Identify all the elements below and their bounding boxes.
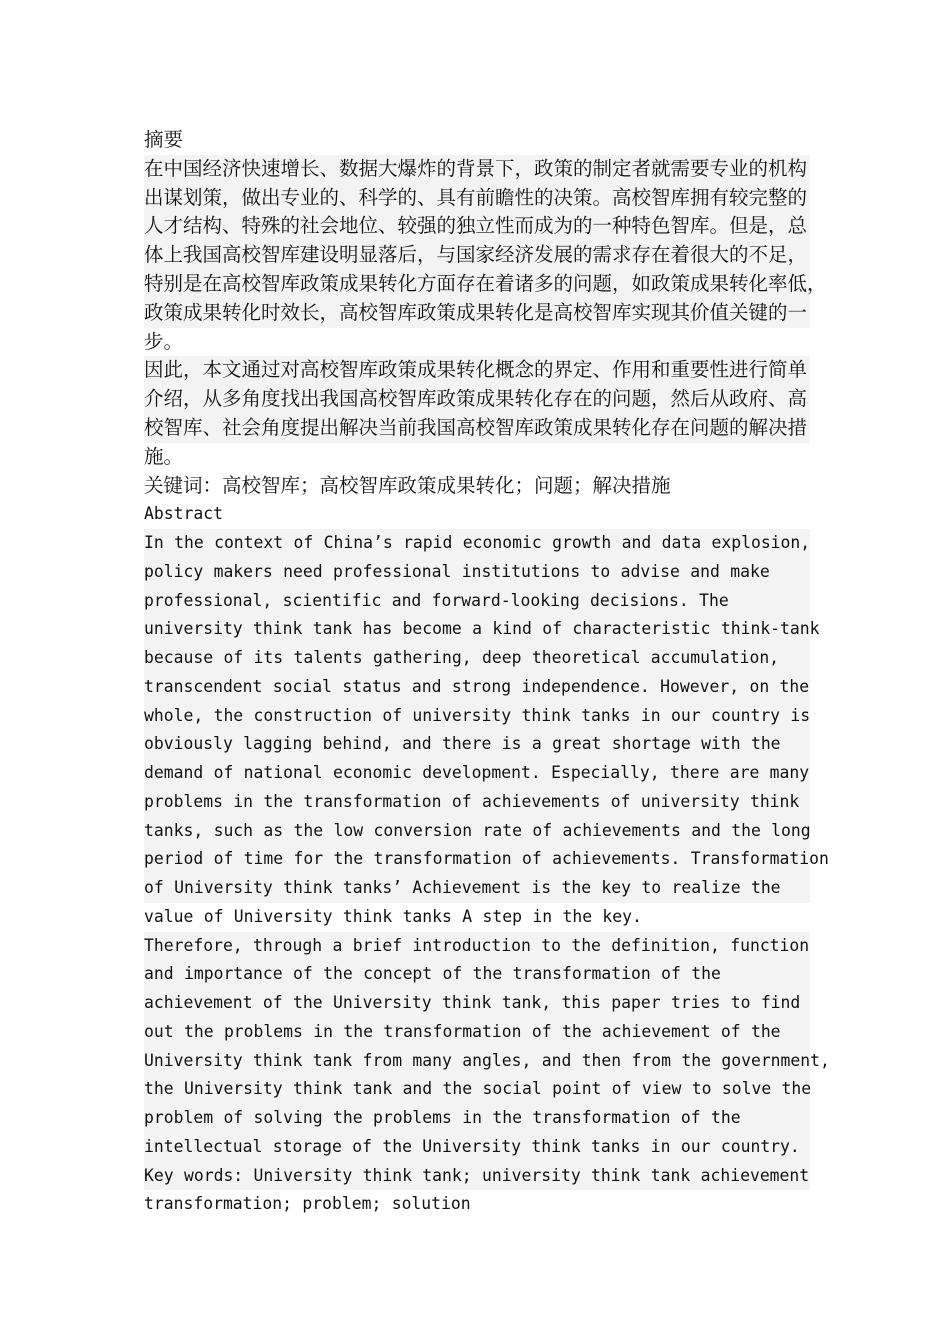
text-line: 体上我国高校智库建设明显落后，与国家经济发展的需求存在着很大的不足， <box>144 241 810 270</box>
text-line: 步。 <box>144 329 184 353</box>
chinese-abstract-paragraph-1 <box>144 155 827 357</box>
text-line: 介绍，从多角度找出我国高校智库政策成果转化存在的问题，然后从政府、高 <box>144 385 810 414</box>
text-line: value of University think tanks A step in the key. <box>144 906 642 926</box>
text-line: 政策成果转化时效长，高校智库政策成果转化是高校智库实现其价值关键的一 <box>144 299 810 328</box>
chinese-abstract <box>144 126 827 500</box>
english-abstract-heading <box>144 500 810 529</box>
text-line: because of its talents gathering, deep theoretical accumulation, <box>144 644 810 673</box>
text-line: 因此，本文通过对高校智库政策成果转化概念的界定、作用和重要性进行简单 <box>144 356 810 385</box>
text-line: obviously lagging behind, and there is a great shortage with the <box>144 730 810 759</box>
text-line: 在中国经济快速增长、数据大爆炸的背景下，政策的制定者就需要专业的机构 <box>144 155 810 184</box>
text-line: 校智库、社会角度提出解决当前我国高校智库政策成果转化存在问题的解决措 <box>144 414 810 443</box>
text-line: and importance of the concept of the transformation of the <box>144 960 810 989</box>
text-line: of University think tanks’ Achievement is the key to realize the <box>144 874 810 903</box>
text-line: University think tank from many angles, and then from the government, <box>144 1047 810 1076</box>
text-line: transformation; problem; solution <box>144 1194 471 1214</box>
chinese-abstract-heading <box>144 126 810 155</box>
text-line: 人才结构、特殊的社会地位、较强的独立性而成为的一种特色智库。但是，总 <box>144 212 810 241</box>
chinese-keywords <box>144 472 810 501</box>
text-line: period of time for the transformation of achievements. Transformation <box>144 845 810 874</box>
text-line: intellectual storage of the University think tanks in our country. <box>144 1133 810 1162</box>
text-line: 施。 <box>144 444 184 468</box>
chinese-abstract-paragraph-2 <box>144 356 810 471</box>
text-line: out the problems in the transformation of the achievement of the <box>144 1018 810 1047</box>
english-abstract-paragraph-1 <box>144 529 829 932</box>
text-line: transcendent social status and strong independence. However, on the <box>144 673 810 702</box>
english-abstract-paragraph-2 <box>144 932 830 1162</box>
text-line: problems in the transformation of achievements of university think <box>144 788 810 817</box>
text-line: policy makers need professional institutions to advise and make <box>144 558 810 587</box>
text-line: whole, the construction of university think tanks in our country is <box>144 702 810 731</box>
text-line: professional, scientific and forward-looking decisions. The <box>144 587 810 616</box>
text-line: 关键词：高校智库；高校智库政策成果转化；问题；解决措施 <box>144 473 671 497</box>
text-line: 特别是在高校智库政策成果转化方面存在着诸多的问题，如政策成果转化率低， <box>144 270 810 299</box>
text-line: demand of national economic development. Especially, there are many <box>144 759 810 788</box>
text-line: 出谋划策，做出专业的、科学的、具有前瞻性的决策。高校智库拥有较完整的 <box>144 184 810 213</box>
text-line: In the context of China’s rapid economic growth and data explosion, <box>144 529 810 558</box>
text-line: Therefore, through a brief introduction to the definition, function <box>144 932 810 961</box>
text-line: problem of solving the problems in the transformation of the <box>144 1104 810 1133</box>
text-line: the University think tank and the social point of view to solve the <box>144 1075 810 1104</box>
text-line: Abstract <box>144 504 223 524</box>
text-line: tanks, such as the low conversion rate of achievements and the long <box>144 817 810 846</box>
english-keywords <box>144 1162 810 1220</box>
text-line: achievement of the University think tank, this paper tries to find <box>144 989 810 1018</box>
document-body <box>144 126 830 1219</box>
text-line: Key words: University think tank; university think tank achievement <box>144 1162 810 1191</box>
english-abstract <box>144 500 830 1219</box>
text-line: university think tank has become a kind of characteristic think-tank <box>144 615 810 644</box>
text-line: 摘要 <box>144 128 184 151</box>
